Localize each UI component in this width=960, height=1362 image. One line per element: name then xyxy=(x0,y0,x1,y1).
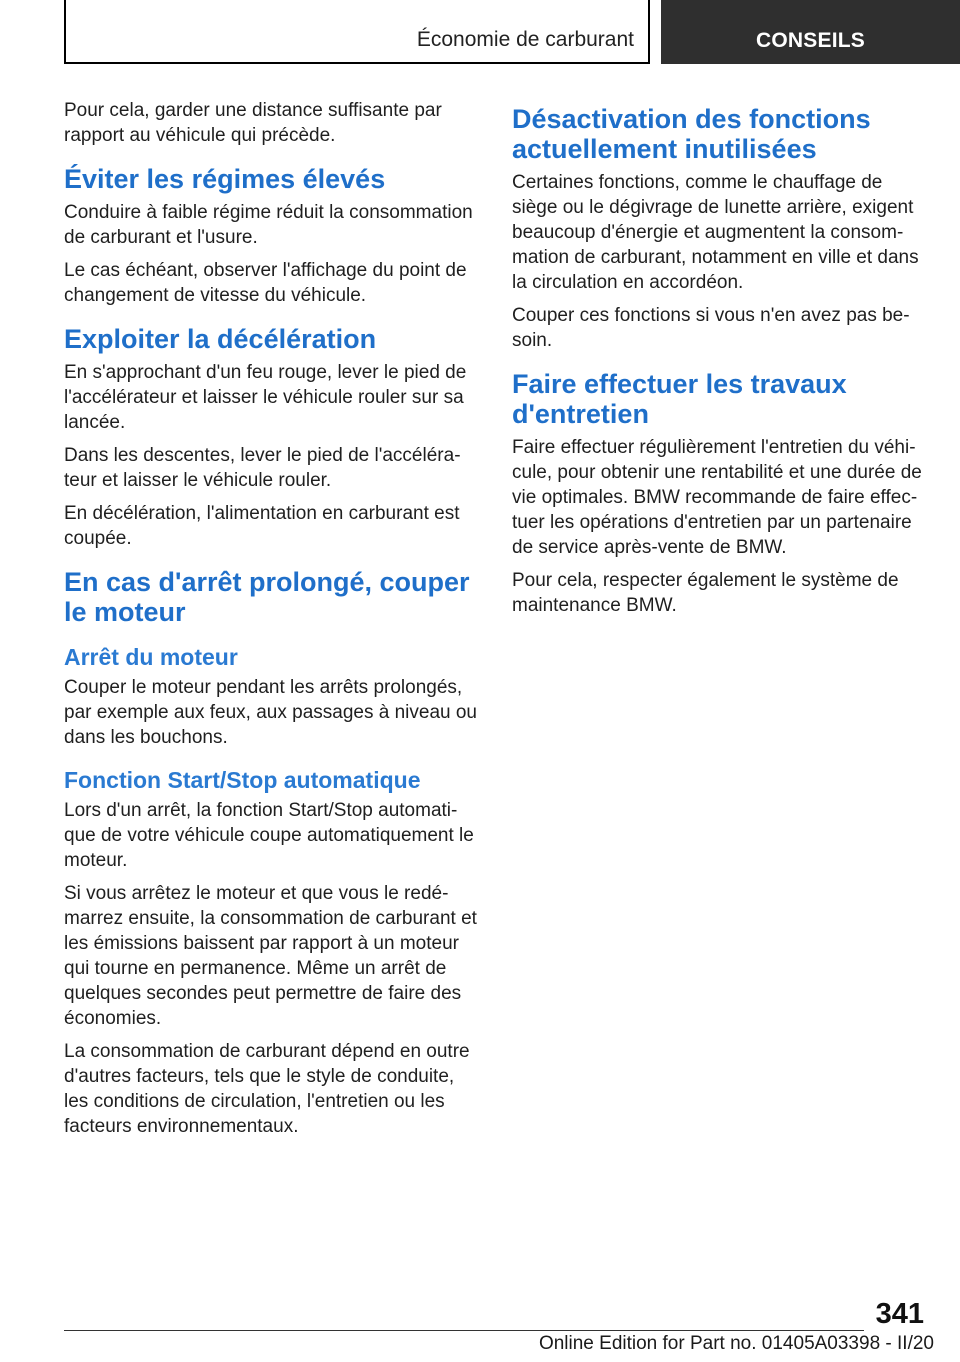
paragraph: Couper ces fonctions si vous n'en avez pas besoin. xyxy=(512,305,910,351)
paragraph: Certaines fonctions, comme le chauffage de siège ou le dégivrage de lunette arrière, exigent beaucoup d'énergie et augmentent la consommation de carburant, notamment en ville et dans la circulation en accordéon. xyxy=(512,172,919,293)
page-header xyxy=(0,0,960,66)
subsection-heading: Arrêt du moteur xyxy=(64,644,238,670)
footer-edition-text: Online Edition for Part no. 01405A03398 - II/20 xyxy=(538,1333,934,1354)
right-column xyxy=(512,98,928,626)
paragraph: La consommation de carburant dépend en outre d'autres facteurs, tels que le style de conduite, les conditions de circulation, l'entretien ou les facteurs environnementaux. xyxy=(64,1041,470,1137)
section-heading: Faire effectuer les travaux d'entretien xyxy=(512,369,847,429)
subsection-heading: Fonction Start/Stop automatique xyxy=(64,767,421,793)
paragraph: Lors d'un arrêt, la fonction Start/Stop automatique de votre véhicule coupe automatiquement le moteur. xyxy=(64,800,474,871)
paragraph: Conduire à faible régime réduit la consommation de carburant et l'usure. xyxy=(64,202,473,248)
left-column xyxy=(64,98,480,1147)
chapter-tab xyxy=(661,0,960,64)
section-title: Économie de carburant xyxy=(416,28,634,51)
page-number: 341 xyxy=(875,1298,924,1330)
paragraph: Faire effectuer régulièrement l'entretien du véhicule, pour obtenir une rentabilité et une durée de vie optimales. BMW recommande de faire effectuer les opérations d'entretien par un partenaire de service après-vente de BMW. xyxy=(512,437,922,558)
paragraph: En s'approchant d'un feu rouge, lever le pied de l'accélérateur et laisser le véhicule rouler sur sa lancée. xyxy=(64,362,467,433)
section-heading: Exploiter la décélération xyxy=(64,324,377,354)
paragraph: Pour cela, respecter également le système de maintenance BMW. xyxy=(512,570,899,616)
paragraph: Le cas échéant, observer l'affichage du point de changement de vitesse du véhicule. xyxy=(64,260,467,306)
section-heading: En cas d'arrêt prolongé, couper le moteur xyxy=(64,567,470,627)
paragraph: Si vous arrêtez le moteur et que vous le redémarrez ensuite, la consommation de carburant et les émissions baissent par rapport à un moteur qui tourne en permanence. Même un arrêt de quelques secondes peut permettre de faire des économies. xyxy=(64,883,477,1029)
section-heading: Éviter les régimes élevés xyxy=(64,164,386,194)
footer-divider xyxy=(64,1330,864,1331)
paragraph: Couper le moteur pendant les arrêts prolongés, par exemple aux feux, aux passages à niveau ou dans les bouchons. xyxy=(64,677,477,748)
section-title-box xyxy=(64,0,650,64)
section-heading: Désactivation des fonctions actuellement inutilisées xyxy=(512,104,871,164)
paragraph: En décélération, l'alimentation en carburant est coupée. xyxy=(64,503,460,549)
paragraph: Dans les descentes, lever le pied de l'accélérateur et laisser le véhicule rouler. xyxy=(64,445,461,491)
paragraph: Pour cela, garder une distance suffisante par rapport au véhicule qui précède. xyxy=(64,100,442,146)
chapter-tab-label: CONSEILS xyxy=(756,29,865,52)
